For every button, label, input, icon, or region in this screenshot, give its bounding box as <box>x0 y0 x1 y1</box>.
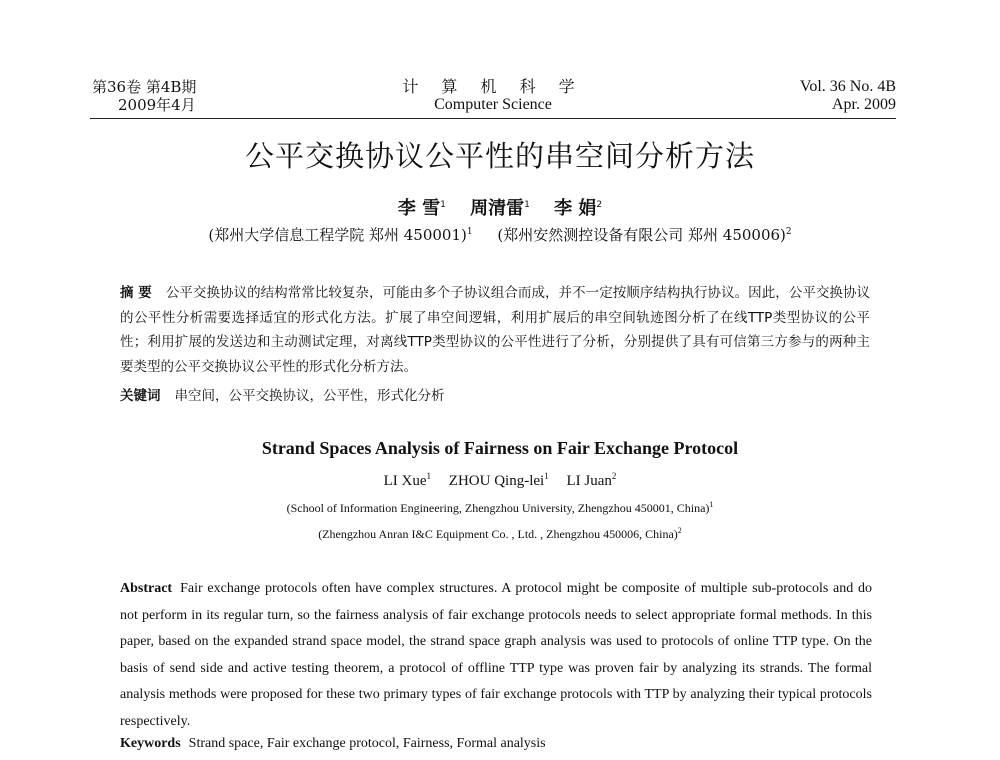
keywords-label-en: Keywords <box>120 736 181 751</box>
abstract-cn <box>120 281 870 379</box>
keywords-text-cn: 串空间，公平交换协议，公平性，形式化分析 <box>174 388 445 404</box>
abstract-text-cn: 公平交换协议的结构常常比较复杂，可能由多个子协议组合而成，并不一定按顺序结构执行协议。因此，公平交换协议的公平性分析需要选择适宜的形式化方法。扩展了串空间逻辑，利用扩展后的串空间轨迹图分析了在线TTP类型协议的公平性；利用扩展的发送边和主动测试定理，对离线TTP类型协议的公平性进行了分析，分别提供了具有可信第三方参与的两种主要类型的公平交换协议公平性的形式化分析方法。 <box>120 285 870 375</box>
keywords-cn <box>120 385 870 407</box>
journal-header <box>90 78 896 119</box>
author-cn: 周清雷$^1$ <box>470 198 530 219</box>
journal-name-cn: 计 算 机 科 学 <box>402 77 584 96</box>
author-list-cn <box>0 194 1000 220</box>
keywords-en <box>120 735 872 753</box>
abstract-label-cn: 摘 要 <box>120 285 152 301</box>
affiliation-en-1: (School of Information Engineering, Zhengzhou University, Zhengzhou 450001, China)$^1$ <box>286 500 714 515</box>
affiliation-en-2: (Zhengzhou Anran I&C Equipment Co. , Ltd. , Zhengzhou 450006, China)$^2$ <box>318 526 682 541</box>
volume-issue: 第36卷 第4B期 <box>92 78 197 96</box>
affiliation-cn: (郑州大学信息工程学院 郑州 450001)$^1$ <box>208 226 473 244</box>
affiliation-cn: (郑州安然测控设备有限公司 郑州 450006)$^2$ <box>497 226 792 244</box>
publication-date-cn: 2009年4月 <box>118 96 196 114</box>
keywords-text-en: Strand space, Fair exchange protocol, Fairness, Formal analysis <box>188 736 546 751</box>
author-en: ZHOU Qing-lei$^1$ <box>448 471 549 489</box>
affiliations-cn <box>0 224 1000 245</box>
publication-date-en: Apr. 2009 <box>832 96 896 113</box>
author-cn: 李 娟$^2$ <box>554 198 603 219</box>
keywords-label-cn: 关键词 <box>120 388 161 404</box>
journal-name-en: Computer Science <box>434 96 552 113</box>
abstract-en <box>120 576 872 735</box>
abstract-label-en: Abstract <box>120 581 173 596</box>
author-en: LI Xue$^1$ <box>383 471 432 489</box>
author-list-en <box>0 471 1000 490</box>
volume-issue-en: Vol. 36 No. 4B <box>799 78 896 95</box>
author-en: LI Juan$^2$ <box>566 471 617 489</box>
author-cn: 李 雪$^1$ <box>397 198 446 219</box>
abstract-text-en: Fair exchange protocols often have complex structures. A protocol might be composite of multiple sub-protocols and do not perform in its regular turn, so the fairness analysis of fair exchange protocols needs to select appropriate formal methods. In this paper, based on the expanded strand space model, the strand space graph analysis was used to protocols of online TTP type. On the basis of send side and active testing theorem, a protocol of offline TTP type was proven fair by analyzing its strands. The formal analysis methods were proposed for these two primary types of fair exchange protocols with TTP by analyzing their typical protocols respectively. <box>120 581 872 729</box>
paper-title-en: Strand Spaces Analysis of Fairness on Fair Exchange Protocol <box>261 438 739 458</box>
paper-title-cn: 公平交换协议公平性的串空间分析方法 <box>244 139 755 173</box>
